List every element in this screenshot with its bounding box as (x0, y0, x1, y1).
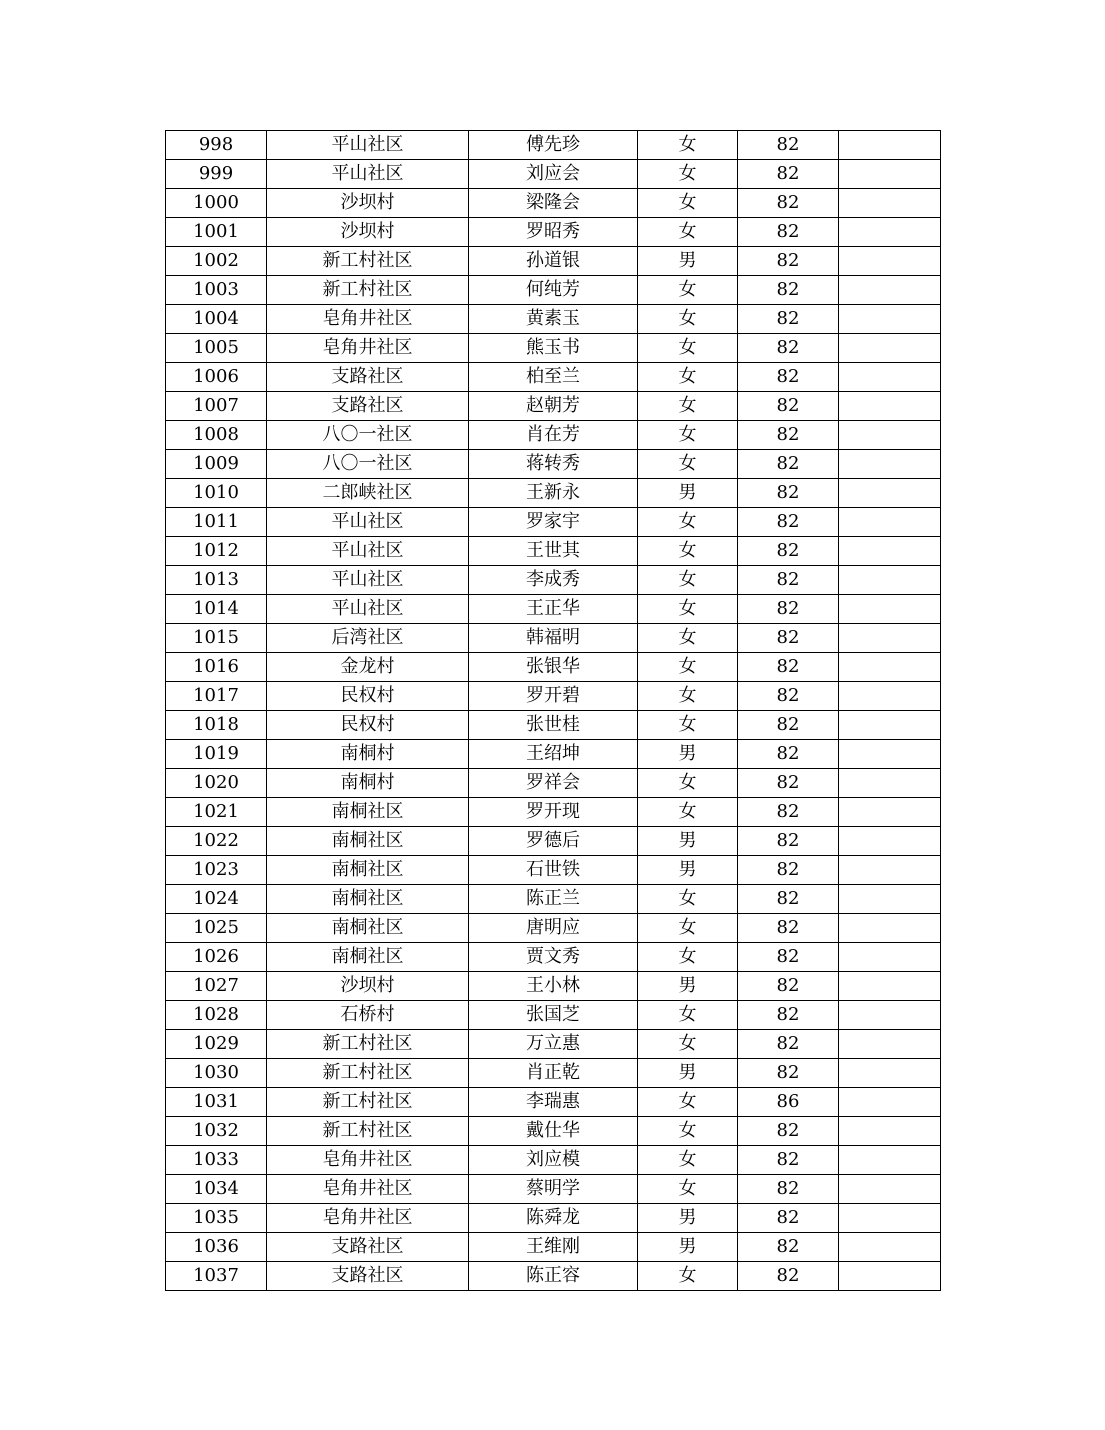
table-row (166, 653, 941, 682)
note-cell (839, 798, 941, 827)
note-cell (839, 856, 941, 885)
name-cell: 唐明应 (469, 914, 638, 943)
sex-cell: 女 (638, 1146, 738, 1175)
age-cell: 82 (738, 827, 839, 856)
note-cell (839, 537, 941, 566)
serial-number-cell: 1004 (166, 305, 267, 334)
sex-cell: 男 (638, 827, 738, 856)
name-cell: 黄素玉 (469, 305, 638, 334)
note-cell (839, 914, 941, 943)
serial-number-cell: 1018 (166, 711, 267, 740)
name-cell: 刘应会 (469, 160, 638, 189)
note-cell (839, 508, 941, 537)
note-cell (839, 334, 941, 363)
name-cell: 万立惠 (469, 1030, 638, 1059)
name-cell: 张国芝 (469, 1001, 638, 1030)
community-cell: 沙坝村 (267, 972, 469, 1001)
table-row (166, 305, 941, 334)
community-cell: 南桐社区 (267, 798, 469, 827)
table-row (166, 856, 941, 885)
age-cell: 82 (738, 624, 839, 653)
age-cell: 82 (738, 972, 839, 1001)
name-cell: 赵朝芳 (469, 392, 638, 421)
name-cell: 刘应模 (469, 1146, 638, 1175)
name-cell: 肖正乾 (469, 1059, 638, 1088)
note-cell (839, 421, 941, 450)
sex-cell: 女 (638, 421, 738, 450)
name-cell: 肖在芳 (469, 421, 638, 450)
sex-cell: 女 (638, 305, 738, 334)
age-cell: 82 (738, 1030, 839, 1059)
name-cell: 王正华 (469, 595, 638, 624)
name-cell: 陈正容 (469, 1262, 638, 1291)
note-cell (839, 363, 941, 392)
table-row (166, 1146, 941, 1175)
name-cell: 蔡明学 (469, 1175, 638, 1204)
table-row (166, 624, 941, 653)
community-cell: 平山社区 (267, 160, 469, 189)
sex-cell: 男 (638, 740, 738, 769)
age-cell: 82 (738, 131, 839, 160)
sex-cell: 女 (638, 363, 738, 392)
name-cell: 罗祥会 (469, 769, 638, 798)
sex-cell: 女 (638, 1175, 738, 1204)
note-cell (839, 392, 941, 421)
age-cell: 82 (738, 334, 839, 363)
serial-number-cell: 1037 (166, 1262, 267, 1291)
table-row (166, 247, 941, 276)
note-cell (839, 1175, 941, 1204)
name-cell: 罗开碧 (469, 682, 638, 711)
community-cell: 石桥村 (267, 1001, 469, 1030)
note-cell (839, 595, 941, 624)
serial-number-cell: 1030 (166, 1059, 267, 1088)
age-cell: 82 (738, 653, 839, 682)
name-cell: 罗开现 (469, 798, 638, 827)
sex-cell: 男 (638, 972, 738, 1001)
table-row (166, 1088, 941, 1117)
name-cell: 王新永 (469, 479, 638, 508)
name-cell: 王维刚 (469, 1233, 638, 1262)
name-cell: 柏至兰 (469, 363, 638, 392)
serial-number-cell: 1012 (166, 537, 267, 566)
table-row (166, 885, 941, 914)
table-row (166, 218, 941, 247)
sex-cell: 女 (638, 1088, 738, 1117)
sex-cell: 女 (638, 160, 738, 189)
table-row (166, 479, 941, 508)
serial-number-cell: 1031 (166, 1088, 267, 1117)
note-cell (839, 740, 941, 769)
sex-cell: 女 (638, 595, 738, 624)
table-row (166, 276, 941, 305)
community-cell: 平山社区 (267, 537, 469, 566)
sex-cell: 女 (638, 682, 738, 711)
community-cell: 新工村社区 (267, 1117, 469, 1146)
community-cell: 新工村社区 (267, 1059, 469, 1088)
community-cell: 民权村 (267, 711, 469, 740)
name-cell: 王小林 (469, 972, 638, 1001)
age-cell: 82 (738, 450, 839, 479)
serial-number-cell: 1006 (166, 363, 267, 392)
table-row (166, 711, 941, 740)
note-cell (839, 1146, 941, 1175)
serial-number-cell: 1016 (166, 653, 267, 682)
community-cell: 南桐村 (267, 769, 469, 798)
table-row (166, 1175, 941, 1204)
community-cell: 沙坝村 (267, 189, 469, 218)
serial-number-cell: 999 (166, 160, 267, 189)
table-row (166, 392, 941, 421)
note-cell (839, 653, 941, 682)
community-cell: 南桐村 (267, 740, 469, 769)
note-cell (839, 1204, 941, 1233)
note-cell (839, 1088, 941, 1117)
age-cell: 82 (738, 740, 839, 769)
table-row (166, 508, 941, 537)
note-cell (839, 1059, 941, 1088)
sex-cell: 女 (638, 653, 738, 682)
serial-number-cell: 1011 (166, 508, 267, 537)
table-row (166, 363, 941, 392)
note-cell (839, 1030, 941, 1059)
age-cell: 82 (738, 363, 839, 392)
name-cell: 李瑞惠 (469, 1088, 638, 1117)
table-row (166, 450, 941, 479)
sex-cell: 女 (638, 798, 738, 827)
community-cell: 支路社区 (267, 363, 469, 392)
note-cell (839, 682, 941, 711)
community-cell: 新工村社区 (267, 1088, 469, 1117)
serial-number-cell: 1032 (166, 1117, 267, 1146)
sex-cell: 男 (638, 479, 738, 508)
age-cell: 82 (738, 479, 839, 508)
age-cell: 82 (738, 1117, 839, 1146)
note-cell (839, 160, 941, 189)
age-cell: 82 (738, 1001, 839, 1030)
name-cell: 张世桂 (469, 711, 638, 740)
serial-number-cell: 1001 (166, 218, 267, 247)
note-cell (839, 711, 941, 740)
age-cell: 82 (738, 682, 839, 711)
serial-number-cell: 1024 (166, 885, 267, 914)
community-cell: 皂角井社区 (267, 334, 469, 363)
note-cell (839, 1117, 941, 1146)
sex-cell: 女 (638, 218, 738, 247)
note-cell (839, 1001, 941, 1030)
sex-cell: 女 (638, 276, 738, 305)
community-cell: 平山社区 (267, 131, 469, 160)
table-row (166, 1262, 941, 1291)
name-cell: 罗昭秀 (469, 218, 638, 247)
name-cell: 李成秀 (469, 566, 638, 595)
age-cell: 82 (738, 769, 839, 798)
roster-table-body (166, 131, 941, 1291)
age-cell: 82 (738, 1146, 839, 1175)
note-cell (839, 566, 941, 595)
name-cell: 傅先珍 (469, 131, 638, 160)
community-cell: 支路社区 (267, 392, 469, 421)
sex-cell: 女 (638, 1117, 738, 1146)
serial-number-cell: 1020 (166, 769, 267, 798)
serial-number-cell: 1035 (166, 1204, 267, 1233)
sex-cell: 女 (638, 943, 738, 972)
table-row (166, 1117, 941, 1146)
sex-cell: 女 (638, 1262, 738, 1291)
note-cell (839, 769, 941, 798)
age-cell: 82 (738, 189, 839, 218)
serial-number-cell: 1000 (166, 189, 267, 218)
note-cell (839, 943, 941, 972)
community-cell: 南桐社区 (267, 856, 469, 885)
sex-cell: 女 (638, 508, 738, 537)
name-cell: 何纯芳 (469, 276, 638, 305)
name-cell: 戴仕华 (469, 1117, 638, 1146)
name-cell: 贾文秀 (469, 943, 638, 972)
community-cell: 八〇一社区 (267, 421, 469, 450)
note-cell (839, 189, 941, 218)
community-cell: 皂角井社区 (267, 1204, 469, 1233)
sex-cell: 男 (638, 1204, 738, 1233)
serial-number-cell: 1010 (166, 479, 267, 508)
community-cell: 八〇一社区 (267, 450, 469, 479)
serial-number-cell: 1008 (166, 421, 267, 450)
table-row (166, 827, 941, 856)
note-cell (839, 972, 941, 1001)
serial-number-cell: 1017 (166, 682, 267, 711)
age-cell: 82 (738, 1059, 839, 1088)
name-cell: 梁隆会 (469, 189, 638, 218)
note-cell (839, 624, 941, 653)
age-cell: 82 (738, 276, 839, 305)
name-cell: 罗德后 (469, 827, 638, 856)
serial-number-cell: 1019 (166, 740, 267, 769)
note-cell (839, 247, 941, 276)
community-cell: 皂角井社区 (267, 1175, 469, 1204)
name-cell: 王绍坤 (469, 740, 638, 769)
name-cell: 陈舜龙 (469, 1204, 638, 1233)
serial-number-cell: 1036 (166, 1233, 267, 1262)
sex-cell: 女 (638, 624, 738, 653)
serial-number-cell: 1015 (166, 624, 267, 653)
serial-number-cell: 1026 (166, 943, 267, 972)
serial-number-cell: 1028 (166, 1001, 267, 1030)
serial-number-cell: 1025 (166, 914, 267, 943)
table-row (166, 1030, 941, 1059)
community-cell: 二郎峡社区 (267, 479, 469, 508)
sex-cell: 男 (638, 247, 738, 276)
community-cell: 平山社区 (267, 595, 469, 624)
sex-cell: 女 (638, 769, 738, 798)
roster-table (165, 130, 941, 1291)
sex-cell: 女 (638, 711, 738, 740)
name-cell: 罗家宇 (469, 508, 638, 537)
community-cell: 民权村 (267, 682, 469, 711)
table-row (166, 972, 941, 1001)
serial-number-cell: 1021 (166, 798, 267, 827)
serial-number-cell: 1002 (166, 247, 267, 276)
table-row (166, 798, 941, 827)
age-cell: 82 (738, 798, 839, 827)
serial-number-cell: 1009 (166, 450, 267, 479)
age-cell: 86 (738, 1088, 839, 1117)
community-cell: 新工村社区 (267, 247, 469, 276)
age-cell: 82 (738, 943, 839, 972)
name-cell: 熊玉书 (469, 334, 638, 363)
age-cell: 82 (738, 914, 839, 943)
sex-cell: 男 (638, 1059, 738, 1088)
note-cell (839, 131, 941, 160)
sex-cell: 女 (638, 189, 738, 218)
sex-cell: 女 (638, 334, 738, 363)
community-cell: 沙坝村 (267, 218, 469, 247)
table-row (166, 131, 941, 160)
age-cell: 82 (738, 305, 839, 334)
community-cell: 平山社区 (267, 566, 469, 595)
sex-cell: 女 (638, 450, 738, 479)
sex-cell: 女 (638, 1030, 738, 1059)
sex-cell: 女 (638, 885, 738, 914)
community-cell: 南桐社区 (267, 943, 469, 972)
age-cell: 82 (738, 160, 839, 189)
table-row (166, 1233, 941, 1262)
age-cell: 82 (738, 885, 839, 914)
sex-cell: 男 (638, 856, 738, 885)
community-cell: 新工村社区 (267, 1030, 469, 1059)
age-cell: 82 (738, 392, 839, 421)
name-cell: 王世其 (469, 537, 638, 566)
note-cell (839, 276, 941, 305)
note-cell (839, 305, 941, 334)
serial-number-cell: 1033 (166, 1146, 267, 1175)
serial-number-cell: 1014 (166, 595, 267, 624)
age-cell: 82 (738, 218, 839, 247)
age-cell: 82 (738, 508, 839, 537)
table-row (166, 160, 941, 189)
serial-number-cell: 1007 (166, 392, 267, 421)
age-cell: 82 (738, 421, 839, 450)
name-cell: 蒋转秀 (469, 450, 638, 479)
serial-number-cell: 1003 (166, 276, 267, 305)
age-cell: 82 (738, 1233, 839, 1262)
sex-cell: 女 (638, 1001, 738, 1030)
age-cell: 82 (738, 1204, 839, 1233)
table-row (166, 1001, 941, 1030)
name-cell: 石世铁 (469, 856, 638, 885)
community-cell: 新工村社区 (267, 276, 469, 305)
sex-cell: 男 (638, 1233, 738, 1262)
sex-cell: 女 (638, 537, 738, 566)
age-cell: 82 (738, 856, 839, 885)
age-cell: 82 (738, 247, 839, 276)
sex-cell: 女 (638, 566, 738, 595)
age-cell: 82 (738, 566, 839, 595)
age-cell: 82 (738, 711, 839, 740)
table-row (166, 189, 941, 218)
serial-number-cell: 1034 (166, 1175, 267, 1204)
age-cell: 82 (738, 1262, 839, 1291)
table-row (166, 421, 941, 450)
name-cell: 孙道银 (469, 247, 638, 276)
serial-number-cell: 1005 (166, 334, 267, 363)
community-cell: 平山社区 (267, 508, 469, 537)
community-cell: 金龙村 (267, 653, 469, 682)
community-cell: 支路社区 (267, 1262, 469, 1291)
note-cell (839, 827, 941, 856)
sex-cell: 女 (638, 914, 738, 943)
table-row (166, 682, 941, 711)
community-cell: 南桐社区 (267, 827, 469, 856)
sex-cell: 女 (638, 392, 738, 421)
community-cell: 南桐社区 (267, 885, 469, 914)
serial-number-cell: 1022 (166, 827, 267, 856)
table-row (166, 740, 941, 769)
table-row (166, 1059, 941, 1088)
table-row (166, 769, 941, 798)
note-cell (839, 450, 941, 479)
community-cell: 后湾社区 (267, 624, 469, 653)
note-cell (839, 218, 941, 247)
table-row (166, 1204, 941, 1233)
community-cell: 南桐社区 (267, 914, 469, 943)
table-row (166, 914, 941, 943)
age-cell: 82 (738, 1175, 839, 1204)
table-row (166, 943, 941, 972)
name-cell: 陈正兰 (469, 885, 638, 914)
note-cell (839, 1233, 941, 1262)
age-cell: 82 (738, 595, 839, 624)
serial-number-cell: 1029 (166, 1030, 267, 1059)
note-cell (839, 479, 941, 508)
note-cell (839, 885, 941, 914)
sex-cell: 女 (638, 131, 738, 160)
name-cell: 张银华 (469, 653, 638, 682)
table-row (166, 334, 941, 363)
age-cell: 82 (738, 537, 839, 566)
serial-number-cell: 1023 (166, 856, 267, 885)
community-cell: 皂角井社区 (267, 1146, 469, 1175)
table-row (166, 537, 941, 566)
table-row (166, 566, 941, 595)
note-cell (839, 1262, 941, 1291)
community-cell: 支路社区 (267, 1233, 469, 1262)
serial-number-cell: 998 (166, 131, 267, 160)
serial-number-cell: 1013 (166, 566, 267, 595)
community-cell: 皂角井社区 (267, 305, 469, 334)
table-row (166, 595, 941, 624)
name-cell: 韩福明 (469, 624, 638, 653)
serial-number-cell: 1027 (166, 972, 267, 1001)
